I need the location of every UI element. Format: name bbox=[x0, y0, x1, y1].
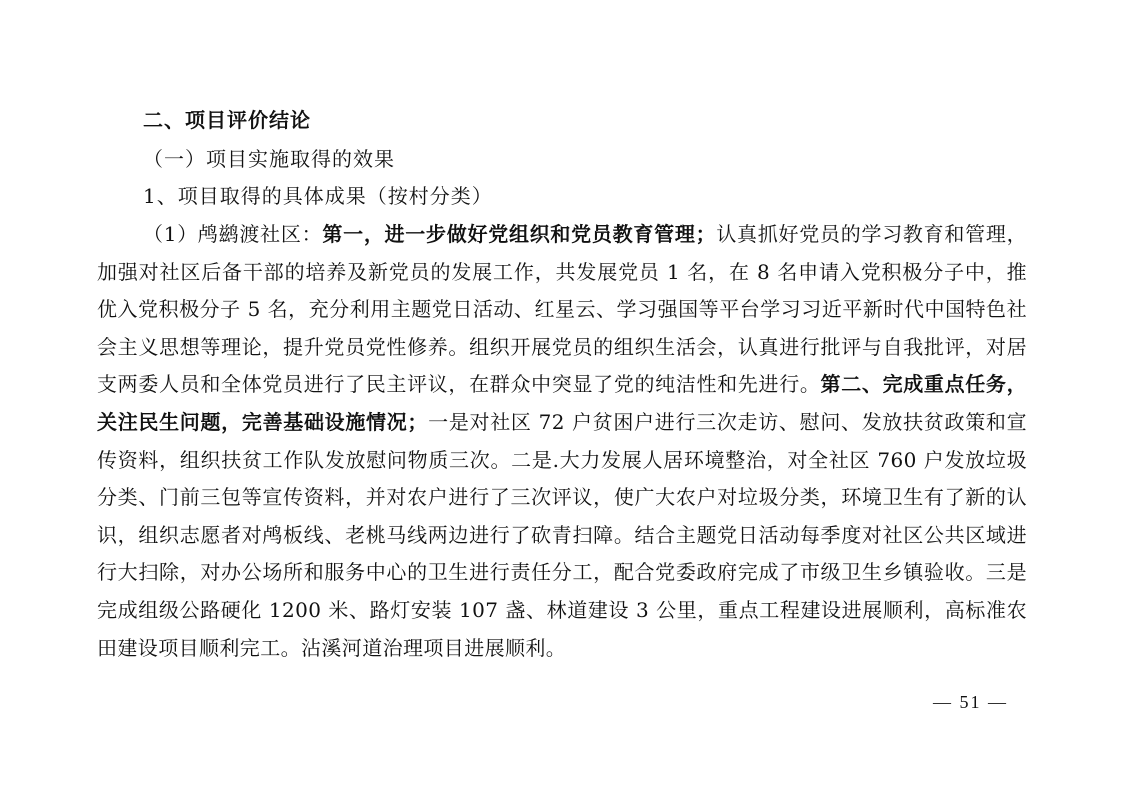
item-heading: 1、项目取得的具体成果（按村分类） bbox=[143, 184, 493, 208]
paragraph-text-2: 一是对社区 72 户贫困户进行三次走访、慰问、发放扶贫政策和宣传资料，组织扶贫工作队发放慰问物质三次。二是.大力发展人居环境整治，对全社区 760 户发放垃圾分类、门前三包等宣传资料，并对农户进行了三次评议，使广大农户对垃圾分类，环境卫生有了新的认识，组织志愿者对鸬板线、老桃马线两边进行了砍青扫障。结合主题党日活动每季度对社区公共区域进行大扫除，对办公场所和服务中心的卫生进行责任分工，配合党委政府完成了市级卫生乡镇验收。三是完成组级公路硬化 1200 米、路灯安装 107 盏、林道建设 3 公里，重点工程建设进展顺利，高标准农田建设项目顺利完工。沾溪河道治理项目进展顺利。 bbox=[97, 409, 1027, 660]
body-paragraph bbox=[97, 216, 1027, 667]
subsection-heading: （一）项目实施取得的效果 bbox=[143, 147, 395, 171]
page-number: — 51 — bbox=[933, 692, 1008, 712]
paragraph-prefix: （1）鸬鹚渡社区： bbox=[143, 222, 323, 246]
section-heading: 二、项目评价结论 bbox=[143, 108, 311, 132]
bold-point-2: 第二、完成重点任务，关注民生问题，完善基础设施情况； bbox=[97, 372, 1028, 434]
bold-point-1: 第一，进一步做好党组织和党员教育管理； bbox=[322, 222, 716, 246]
paragraph-text-1: 认真抓好党员的学习教育和管理，加强对社区后备干部的培养及新党员的发展工作，共发展党员 1 名，在 8 名申请入党积极分子中，推优入党积极分子 5 名，充分利用主题党日活动、红星云、学习强国等平台学习习近平新时代中国特色社会主义思想等理论，提升党员党性修养。组织开展党员的组织生活会，认真进行批评与自我批评，对居支两委人员和全体党员进行了民主评议，在群众中突显了党的纯洁性和先进行。 bbox=[97, 222, 1028, 397]
